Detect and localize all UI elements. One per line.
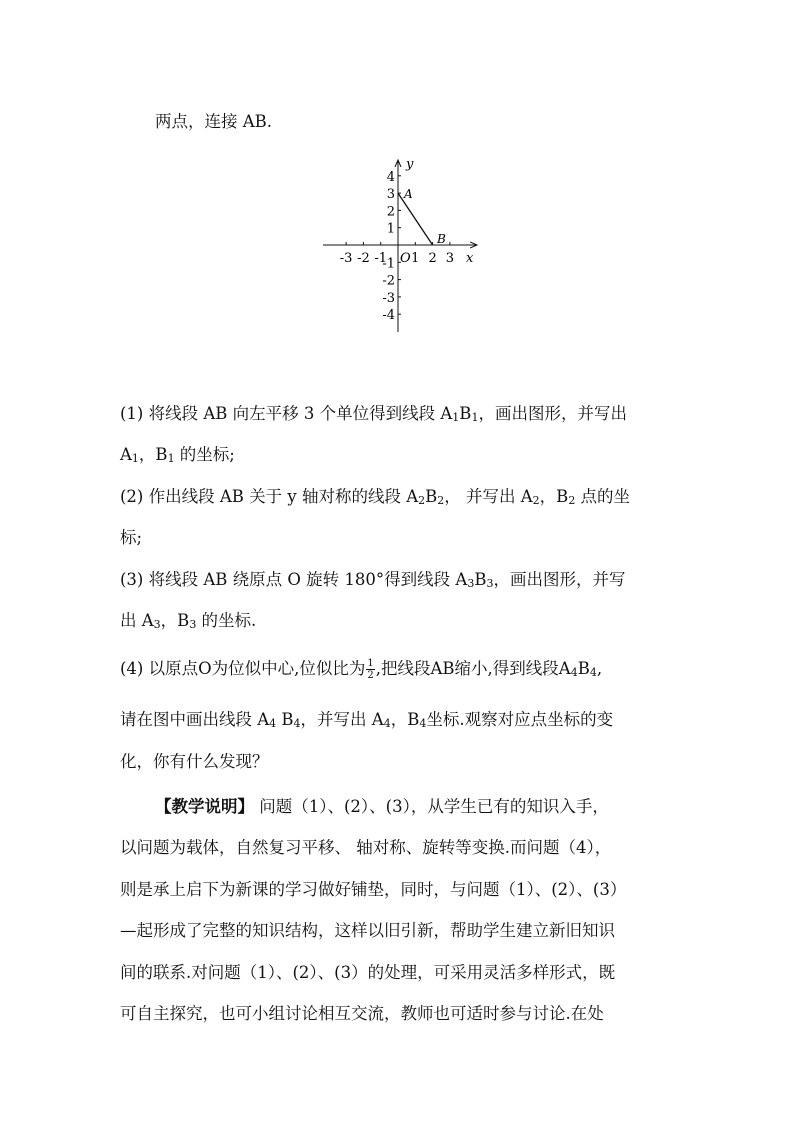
q4-sub: 4 xyxy=(419,717,427,730)
q1-sub: 1 xyxy=(131,452,139,465)
q1-line2 xyxy=(120,441,235,465)
y-tick-label: -3 xyxy=(382,290,395,306)
q1-text-c: ，画出图形，并写出 xyxy=(478,404,627,423)
q1-text: ，B xyxy=(138,445,168,464)
q2-sub: 2 xyxy=(418,494,426,507)
q1-text-a: (1) 将线段 AB 向左平移 3 个单位得到线段 A xyxy=(120,404,453,423)
y-tick-label: -2 xyxy=(382,273,395,289)
x-tick-label: -3 xyxy=(339,251,353,266)
q2-text: 点的坐 xyxy=(575,487,631,506)
q4-text: (4) 以原点O为位似中心,位似比为 xyxy=(120,659,366,678)
q4-line1 xyxy=(120,655,602,681)
teaching-line6: 可自主探究，也可小组讨论相互交流，教师也可适时参与讨论.在处 xyxy=(120,1004,604,1023)
q3-text: (3) 将线段 AB 绕原点 O 旋转 180°得到线段 A xyxy=(120,570,468,589)
q4-sub: 4 xyxy=(570,666,578,679)
y-tick-label: 4 xyxy=(386,169,395,185)
q2-text: (2) 作出线段 AB 关于 y 轴对称的线段 A xyxy=(120,487,419,506)
y-tick-label: 1 xyxy=(386,221,395,237)
q2-line2: 标; xyxy=(120,528,143,547)
x-tick-label: -2 xyxy=(357,251,370,266)
q2-line1 xyxy=(120,483,630,507)
q3-sub: 3 xyxy=(153,618,161,631)
y-axis-label: y xyxy=(406,157,414,172)
q1-sub: 1 xyxy=(471,411,479,424)
x-tick-label: 3 xyxy=(445,251,455,266)
q3-sub: 3 xyxy=(467,577,475,590)
q2-sub: 2 xyxy=(568,494,576,507)
q4-sub: 4 xyxy=(589,666,597,679)
teaching-text: 问题（1）、(2）、(3），从学生已有的知识入手， xyxy=(254,797,609,816)
teaching-line2: 以问题为载体，自然复习平移、 轴对称、旋转等变换.而问题（4）， xyxy=(120,838,612,857)
y-tick-label: 2 xyxy=(386,204,395,220)
x-tick-label: 2 xyxy=(428,251,437,266)
y-tick-label: -1 xyxy=(382,256,395,272)
ratio-fraction xyxy=(366,658,374,681)
q4-text: B xyxy=(276,710,294,729)
intro-text: 两点，连接 AB. xyxy=(155,112,273,131)
q3-text: 出 A xyxy=(120,611,154,630)
q1-text: A xyxy=(120,445,132,464)
q1-sub: 1 xyxy=(452,411,460,424)
x-tick-label: -1 xyxy=(374,251,388,266)
q3-text: ，B xyxy=(160,611,190,630)
y-tick-label: -4 xyxy=(382,308,395,324)
teaching-line4: —起形成了完整的知识结构，这样以旧引新，帮助学生建立新旧知识 xyxy=(120,921,615,940)
teaching-line1 xyxy=(155,793,609,817)
q2-sub: 2 xyxy=(532,494,540,507)
q3-sub: 3 xyxy=(189,618,197,631)
point-a-label: A xyxy=(404,187,413,201)
fraction-numerator: 1 xyxy=(367,658,374,669)
fraction-denominator: 2 xyxy=(367,670,374,681)
q1-text-b: B xyxy=(459,404,472,423)
q4-text: 坐标.观察对应点坐标的变 xyxy=(426,710,614,729)
q3-text: B xyxy=(474,570,487,589)
point-b-label: B xyxy=(437,232,446,246)
x-tick-label: 1 xyxy=(411,251,420,266)
q4-sub: 4 xyxy=(293,717,301,730)
q4-text: ,把线段AB缩小,得到线段A xyxy=(375,659,571,678)
y-tick-label: 3 xyxy=(386,187,395,203)
q3-sub: 3 xyxy=(486,577,494,590)
q4-text: 请在图中画出线段 A xyxy=(120,710,270,729)
q4-text: ，并写出 A xyxy=(300,710,384,729)
q1-sub: 1 xyxy=(167,452,175,465)
q4-line3: 化，你有什么发现？ xyxy=(120,752,269,771)
q4-line2 xyxy=(120,706,613,730)
q3-line2 xyxy=(120,607,256,631)
origin-label: O xyxy=(400,251,411,266)
q3-line1 xyxy=(120,566,625,590)
q1-text: 的坐标; xyxy=(174,445,235,464)
q4-text: B xyxy=(577,659,590,678)
q4-sub: 4 xyxy=(383,717,391,730)
q3-text: ，画出图形，并写 xyxy=(493,570,626,589)
q4-text: , xyxy=(596,659,603,678)
teaching-line5: 间的联系.对问题（1）、(2）、(3）的处理，可采用灵活多样形式，既 xyxy=(120,963,616,982)
teaching-heading: 【教学说明】 xyxy=(155,797,254,816)
teaching-line3: 则是承上启下为新课的学习做好铺垫，同时，与问题（1）、(2）、(3） xyxy=(120,880,627,899)
q4-text: ，B xyxy=(390,710,420,729)
q2-text: ，B xyxy=(539,487,569,506)
q2-sub: 2 xyxy=(437,494,445,507)
x-axis-label: x xyxy=(466,251,474,266)
q3-text: 的坐标. xyxy=(196,611,257,630)
q1-line1 xyxy=(120,400,627,424)
q2-text: B xyxy=(425,487,438,506)
q2-text: ， 并写出 A xyxy=(444,487,533,506)
q4-sub: 4 xyxy=(269,717,277,730)
